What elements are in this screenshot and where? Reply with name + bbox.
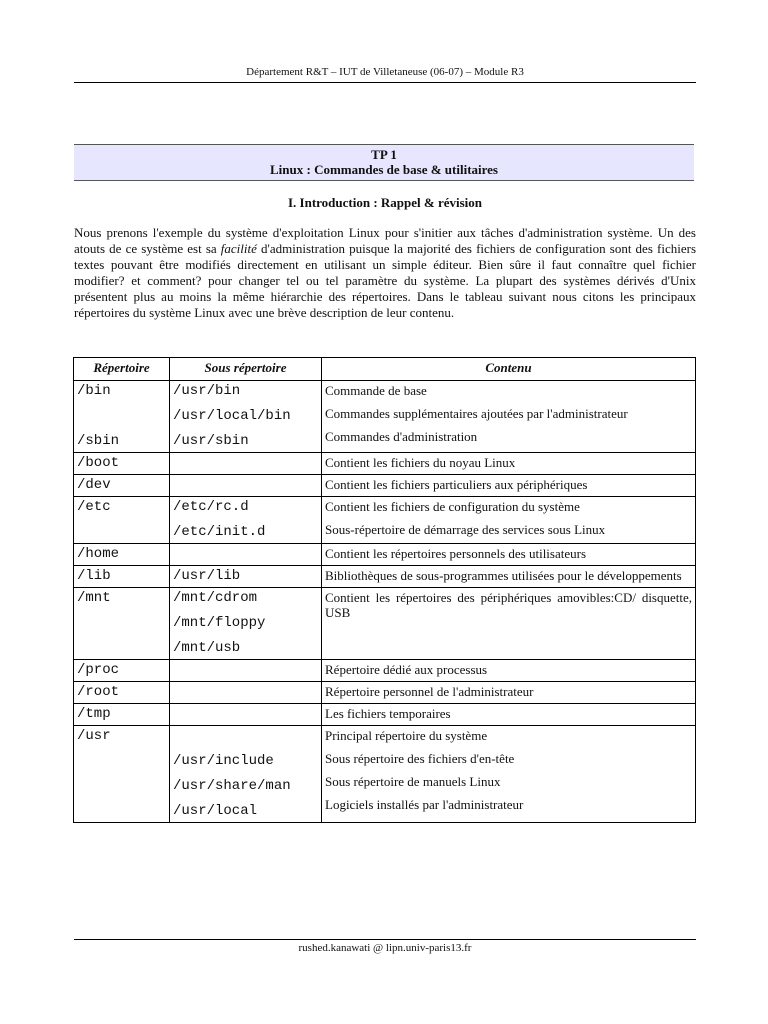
subdirectory-cell-line: /mnt/floppy [173, 615, 266, 631]
directory-cell-line: /dev [77, 477, 111, 493]
subdirectory-cell-line [173, 684, 318, 701]
intro-emphasis: facilité [220, 241, 257, 256]
content-cell-line: Bibliothèques de sous-programmes utilisées pour le développements [325, 568, 682, 583]
content-cell-line: Répertoire personnel de l'administrateur [325, 684, 534, 699]
content-cell [322, 544, 696, 566]
content-cell [322, 453, 696, 475]
subdirectory-cell [170, 453, 322, 475]
content-cell-line: Commandes d'administration [325, 429, 478, 444]
column-header-directory: Répertoire [74, 358, 170, 381]
subdirectory-cell-line: /usr/sbin [173, 433, 249, 449]
subdirectory-cell-line: /mnt/usb [173, 640, 241, 656]
table-row [74, 544, 696, 566]
directory-cell [74, 588, 170, 660]
tp-number: TP 1 [371, 147, 397, 162]
directory-cell-line: /usr [77, 728, 111, 744]
subdirectory-cell [170, 660, 322, 682]
content-cell [322, 497, 696, 544]
subdirectory-cell-line [173, 728, 318, 745]
content-cell-line: Les fichiers temporaires [325, 706, 451, 721]
directory-cell-line: /bin [77, 383, 111, 399]
content-cell-line: Contient les fichiers de configuration du système [325, 499, 580, 514]
directory-cell [74, 497, 170, 544]
subdirectory-cell-line: /etc/rc.d [173, 499, 249, 515]
content-cell [322, 381, 696, 453]
table-row [74, 566, 696, 588]
subdirectory-cell-line: /usr/local/bin [173, 408, 291, 424]
subdirectory-cell [170, 704, 322, 726]
content-cell-line: Commande de base [325, 383, 427, 398]
column-header-subdirectory: Sous répertoire [170, 358, 322, 381]
page-header: Département R&T – IUT de Villetaneuse (06-07) – Module R3 [74, 66, 696, 83]
content-cell-line: Répertoire dédié aux processus [325, 662, 488, 677]
table-row [74, 497, 696, 544]
subdirectory-cell-line: /usr/bin [173, 383, 241, 399]
content-cell [322, 588, 696, 660]
directory-cell-line [77, 408, 166, 425]
content-cell [322, 566, 696, 588]
directory-cell-line: /home [77, 546, 120, 562]
subdirectory-cell-line: /usr/share/man [173, 778, 291, 794]
column-header-content: Contenu [322, 358, 696, 381]
subdirectory-cell-line [173, 455, 318, 472]
subdirectory-cell-line [173, 546, 318, 563]
directory-cell-line: /root [77, 684, 120, 700]
intro-text-start: Nous prenons l'exemple du système d'exploitation Linux pour s'initier aux tâches d'administration système. Un des atouts de ce système est sa [74, 225, 696, 256]
directory-cell [74, 566, 170, 588]
table-row [74, 588, 696, 660]
subdirectory-cell [170, 544, 322, 566]
directory-cell [74, 544, 170, 566]
subdirectory-cell-line [173, 662, 318, 679]
subdirectory-cell-line: /usr/lib [173, 568, 241, 584]
content-cell-line: Contient les répertoires personnels des utilisateurs [325, 546, 587, 561]
tp-title: Linux : Commandes de base & utilitaires [270, 162, 498, 177]
intro-text-end: d'administration puisque la majorité des fichiers de configuration sont des fichiers textes pouvant être modifiés directement en utilisant un simple éditeur. Bien sûre il faut connaître quel fichier modifier? et comment? pour changer tel ou tel paramètre du système. La plupart des systèmes dérivés d'Unix présentent plus au moins la même hiérarchie des répertoires. Dans le tableau suivant nous citons les principaux répertoires du système Linux avec une brève description de leur contenu. [74, 241, 696, 320]
subdirectory-cell-line: /usr/local [173, 803, 258, 819]
subdirectory-cell [170, 588, 322, 660]
directory-cell-line: /tmp [77, 706, 111, 722]
subdirectory-cell [170, 497, 322, 544]
table-row [74, 704, 696, 726]
subdirectory-cell [170, 475, 322, 497]
table-row [74, 660, 696, 682]
content-cell-line: Logiciels installés par l'administrateur [325, 797, 524, 812]
directory-cell-line: /lib [77, 568, 111, 584]
subdirectory-cell-line [173, 706, 318, 723]
subdirectory-cell-line: /etc/init.d [173, 524, 266, 540]
subdirectory-cell [170, 566, 322, 588]
title-box [74, 144, 694, 181]
content-cell-line: Commandes supplémentaires ajoutées par l'administrateur [325, 406, 628, 421]
content-cell-line: Sous répertoire des fichiers d'en-tête [325, 751, 515, 766]
table-row [74, 475, 696, 497]
table-header-row [74, 358, 696, 381]
directory-cell [74, 704, 170, 726]
directory-cell-line: /proc [77, 662, 120, 678]
content-cell [322, 660, 696, 682]
table-row [74, 726, 696, 823]
directory-cell [74, 381, 170, 453]
subdirectory-cell [170, 682, 322, 704]
section-title: I. Introduction : Rappel & révision [287, 195, 483, 210]
intro-paragraph [74, 225, 696, 321]
content-cell-line: Principal répertoire du système [325, 728, 488, 743]
table-row [74, 381, 696, 453]
content-cell-line: Sous répertoire de manuels Linux [325, 774, 501, 789]
subdirectory-cell-line: /usr/include [173, 753, 274, 769]
directory-cell-line: /mnt [77, 590, 111, 606]
subdirectory-cell [170, 381, 322, 453]
table-row [74, 453, 696, 475]
directory-cell [74, 475, 170, 497]
subdirectory-cell-line: /mnt/cdrom [173, 590, 258, 606]
directory-cell [74, 726, 170, 823]
content-cell-line: Sous-répertoire de démarrage des services sous Linux [325, 522, 606, 537]
directory-cell-line: /boot [77, 455, 120, 471]
content-cell-line: Contient les répertoires des périphériques amovibles:CD/ disquette, USB [325, 590, 692, 620]
content-cell [322, 475, 696, 497]
directory-cell [74, 660, 170, 682]
content-cell-line: Contient les fichiers particuliers aux périphériques [325, 477, 588, 492]
content-cell [322, 726, 696, 823]
directory-cell-line: /etc [77, 499, 111, 515]
content-cell [322, 682, 696, 704]
directory-cell-line: /sbin [77, 433, 120, 449]
subdirectory-cell [170, 726, 322, 823]
directory-cell [74, 453, 170, 475]
directory-cell [74, 682, 170, 704]
content-cell-line: Contient les fichiers du noyau Linux [325, 455, 516, 470]
table-body [74, 381, 696, 823]
page-footer: rushed.kanawati @ lipn.univ-paris13.fr [74, 939, 696, 954]
subdirectory-cell-line [173, 477, 318, 494]
table-row [74, 682, 696, 704]
directory-table [73, 357, 696, 823]
content-cell [322, 704, 696, 726]
